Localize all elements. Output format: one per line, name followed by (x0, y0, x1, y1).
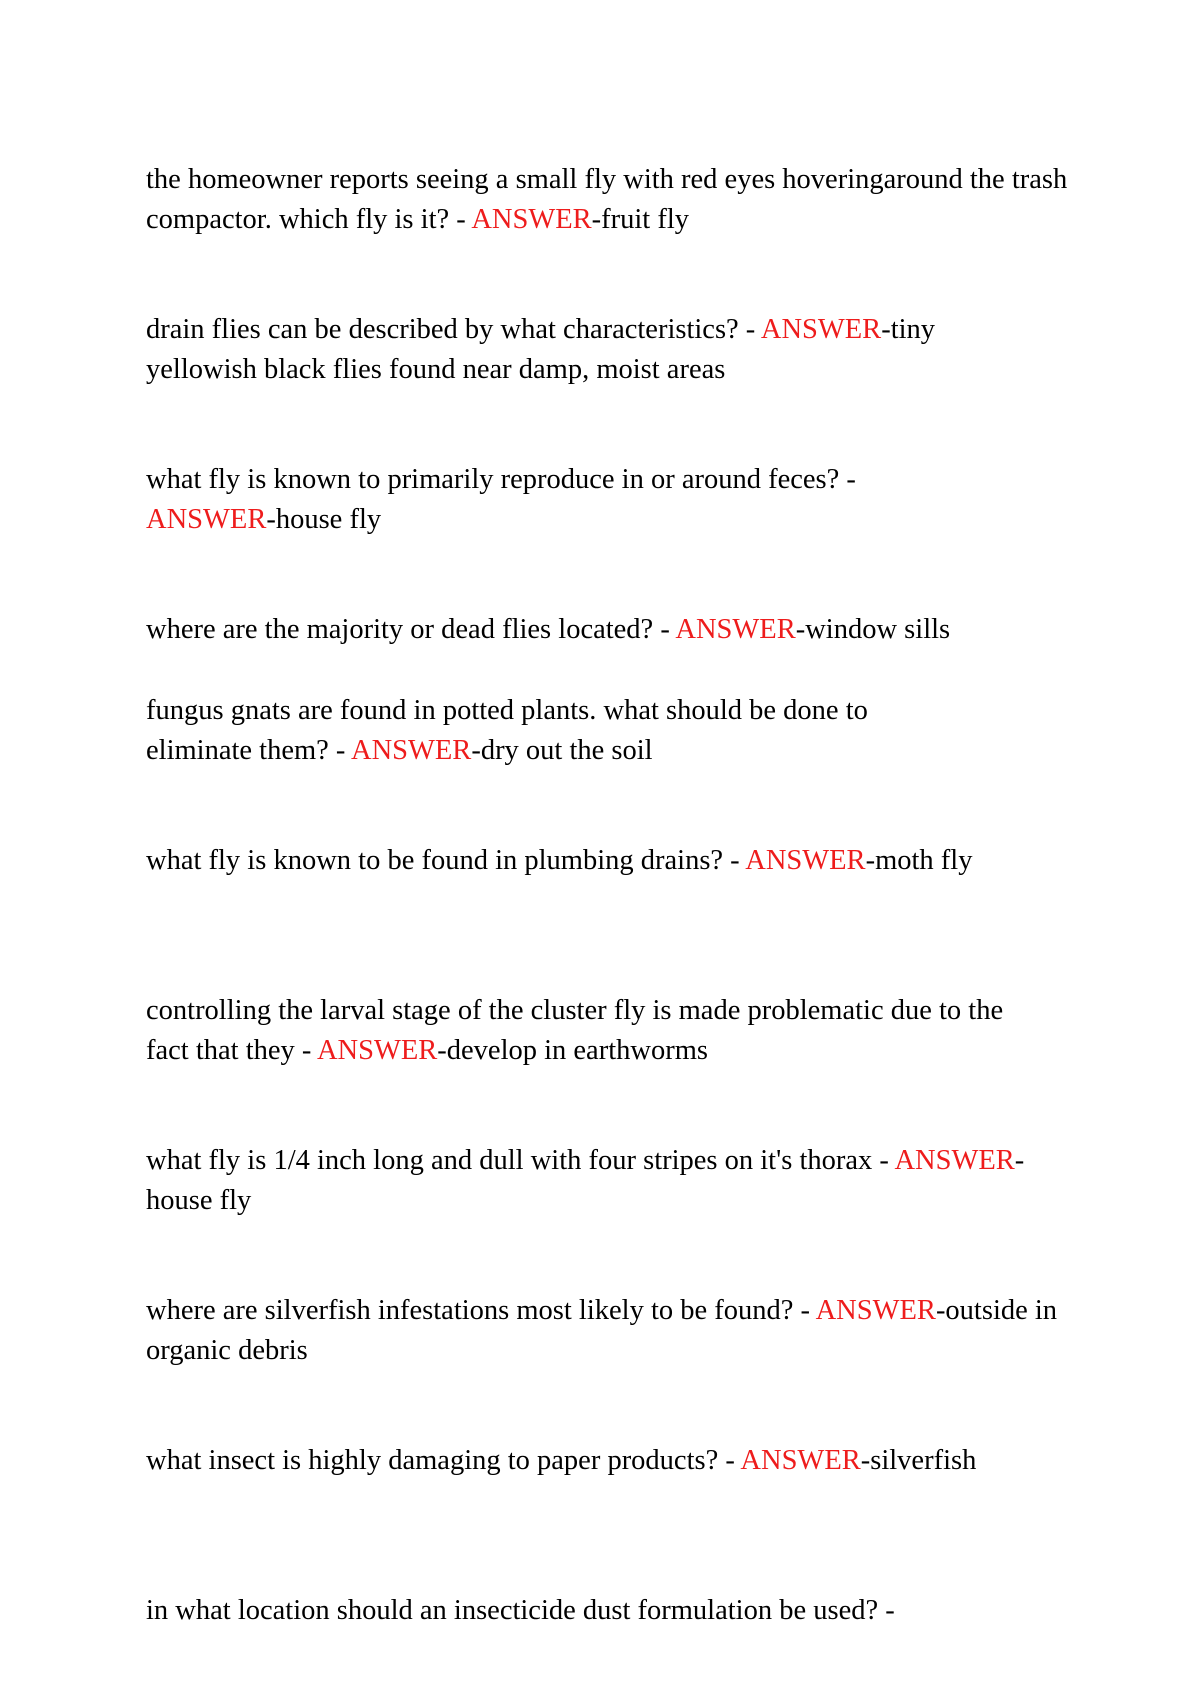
question-text: what fly is 1/4 inch long and dull with four stripes on it's thorax - (146, 1145, 895, 1176)
question-text: what fly is known to primarily reproduce in or around feces? - (146, 464, 856, 495)
answer-label: ANSWER (740, 1445, 861, 1476)
qa-item-7 (146, 991, 1036, 1071)
answer-text: -window sills (795, 614, 951, 645)
qa-item-5 (146, 691, 976, 771)
answer-label: ANSWER (760, 314, 882, 345)
qa-item-8 (146, 1141, 1036, 1221)
answer-label: ANSWER (350, 735, 472, 766)
answer-label: ANSWER (815, 1295, 936, 1326)
question-text: drain flies can be described by what characteristics? - (146, 314, 761, 345)
answer-label: ANSWER (745, 845, 866, 876)
qa-item-4 (146, 610, 1106, 650)
answer-text: -fruit fly (591, 204, 689, 235)
qa-item-6 (146, 841, 1046, 881)
answer-text: -dry out the soil (471, 735, 653, 766)
qa-item-1 (146, 160, 1076, 240)
question-text: fungus gnats are found in potted plants. what should be done to eliminate them? - (146, 695, 868, 766)
answer-text: -house fly (146, 1145, 1025, 1216)
question-text: in what location should an insecticide dust formulation be used? - (146, 1595, 895, 1626)
question-text: where are the majority or dead flies located? - (146, 614, 676, 645)
qa-item-3 (146, 460, 966, 540)
question-text: the homeowner reports seeing a small fly with red eyes hoveringaround the trash compactor. which fly is it? - (146, 164, 1068, 235)
answer-text: -outside in organic debris (146, 1295, 1058, 1366)
question-text: what insect is highly damaging to paper products? - (146, 1445, 741, 1476)
answer-text: -tiny yellowish black flies found near damp, moist areas (146, 314, 936, 385)
answer-label: ANSWER (316, 1035, 438, 1066)
answer-text: -develop in earthworms (437, 1035, 708, 1066)
question-text: controlling the larval stage of the cluster fly is made problematic due to the fact that they - (146, 995, 1004, 1066)
qa-item-11 (146, 1591, 1076, 1631)
answer-label: ANSWER (146, 504, 267, 535)
qa-item-2 (146, 310, 1046, 390)
qa-item-9 (146, 1291, 1066, 1371)
answer-label: ANSWER (471, 204, 592, 235)
answer-text: -silverfish (860, 1445, 977, 1476)
answer-label: ANSWER (675, 614, 796, 645)
question-text: where are silverfish infestations most likely to be found? - (146, 1295, 816, 1326)
qa-item-10 (146, 1441, 996, 1481)
answer-label: ANSWER (894, 1145, 1015, 1176)
answer-text: -house fly (266, 504, 382, 535)
answer-text: -moth fly (865, 845, 973, 876)
question-text: what fly is known to be found in plumbing drains? - (146, 845, 746, 876)
